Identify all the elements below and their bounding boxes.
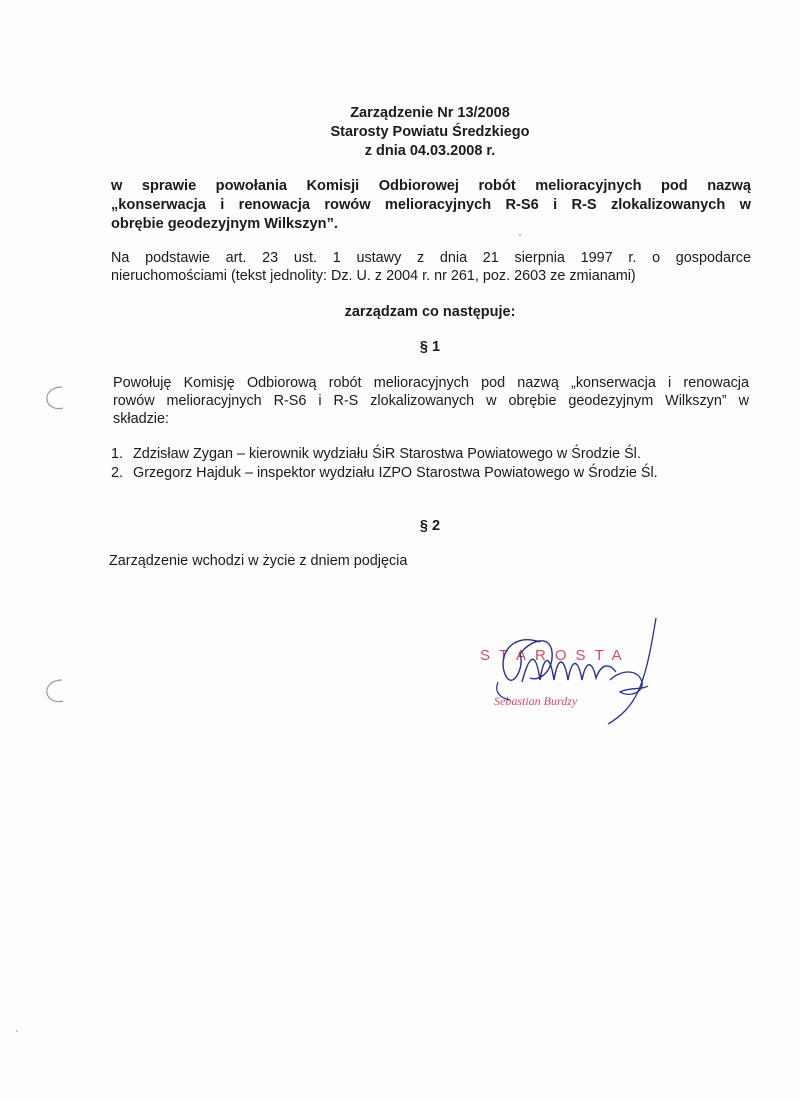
section-2-heading: § 2 [419,518,441,534]
section-1-paragraph [113,374,749,428]
document-title: Zarządzenie Nr 13/2008 [350,105,510,121]
subject-line: obrębie geodezyjnym Wilkszyn”. [111,216,338,232]
section-1-line: składzie: [113,411,169,427]
commission-members-list [111,445,751,483]
scan-speck [519,234,521,236]
legal-basis-paragraph [111,249,751,285]
section-1-line: Powołuję Komisję Odbiorową robót melioracyjnych pod nazwą „konserwacja i renowacja [113,375,749,391]
document-subject [111,177,751,234]
list-item-text: Zdzisław Zygan – kierownik wydziału ŚiR Starostwa Powiatowego w Środzie Śl. [133,446,641,462]
list-item-number: 2. [111,465,124,481]
document-date: z dnia 04.03.2008 r. [364,143,496,159]
punch-hole [44,385,66,411]
section-2-paragraph: Zarządzenie wchodzi w życie z dniem podjęcia [109,553,408,569]
scan-speck [16,1030,18,1032]
document-header [0,104,800,161]
decree-phrase: zarządzam co następuje: [344,304,516,320]
starosta-stamp-signature [470,612,670,732]
stamp-name: Sebastian Burdzy [494,694,578,708]
document-issuer: Starosty Powiatu Średzkiego [330,124,530,140]
stamp-title: STAROSTA [480,647,631,664]
list-item [111,464,751,483]
list-item-number: 1. [111,446,124,462]
legal-basis-line: Na podstawie art. 23 ust. 1 ustawy z dnia 21 sierpnia 1997 r. o gospodarce [111,250,751,266]
punch-hole [44,678,66,704]
section-1-heading: § 1 [419,339,441,355]
signature-drawing [470,612,670,732]
subject-line: w sprawie powołania Komisji Odbiorowej robót melioracyjnych pod nazwą [111,178,751,194]
list-item-text: Grzegorz Hajduk – inspektor wydziału IZPO Starostwa Powiatowego w Środzie Śl. [133,465,658,481]
signature-stroke [610,672,648,694]
list-item [111,445,751,464]
legal-basis-line: nieruchomościami (tekst jednolity: Dz. U. z 2004 r. nr 261, poz. 2603 ze zmianami) [111,268,636,284]
section-1-line: rowów melioracyjnych R-S6 i R-S zlokalizowanych w obrębie geodezyjnym Wilkszyn” w [113,393,749,409]
subject-line: „konserwacja i renowacja rowów melioracyjnych R-S6 i R-S zlokalizowanych w [111,197,751,213]
